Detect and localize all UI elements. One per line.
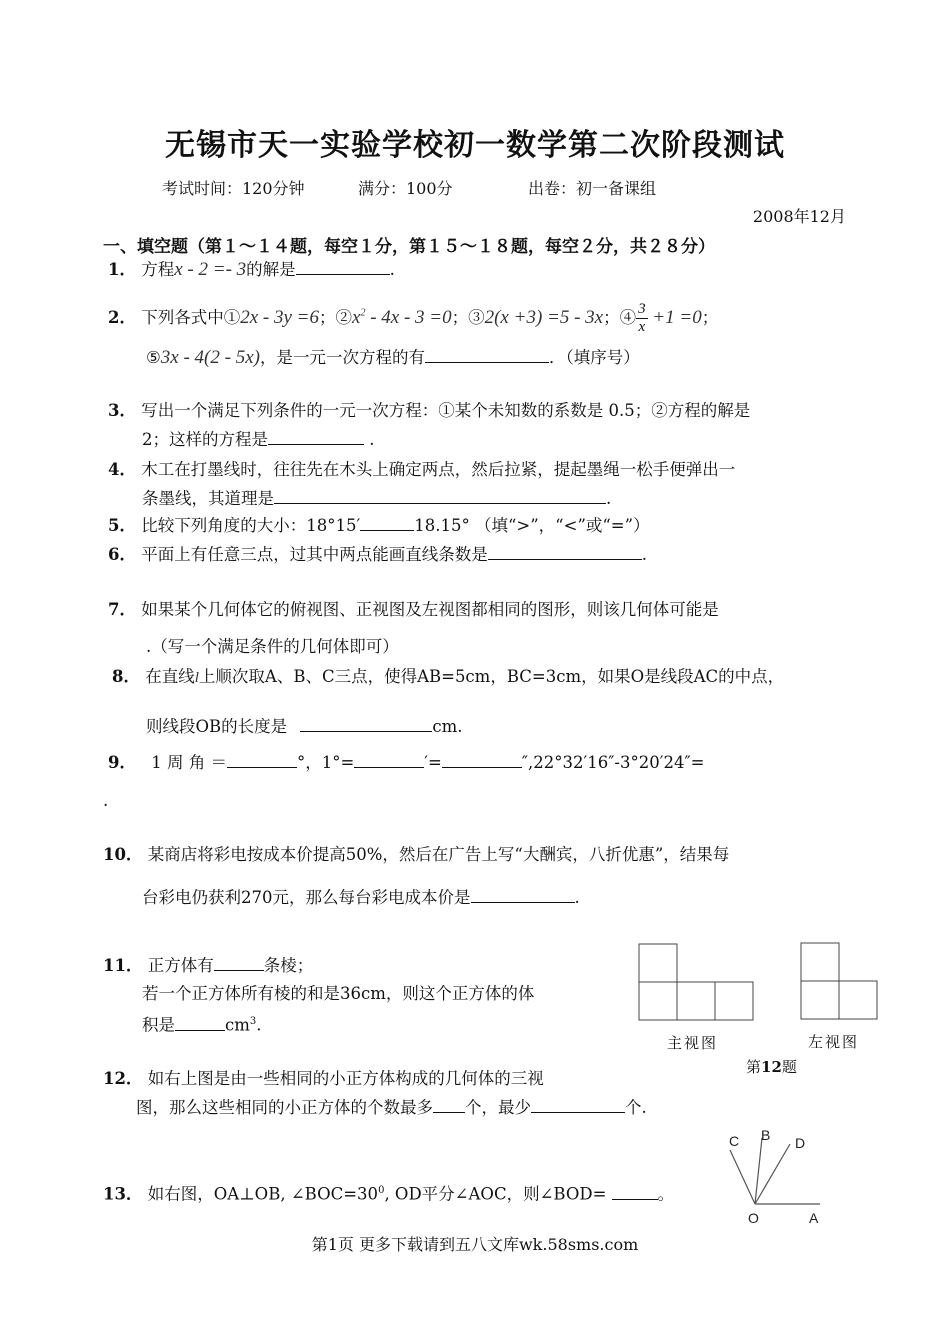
label-c: C xyxy=(729,1133,740,1149)
unit: cm xyxy=(225,1015,250,1035)
punctuation: . xyxy=(256,1015,262,1035)
question-text: ″,22°32′16″-3°20′24″= xyxy=(521,753,705,772)
question-6 xyxy=(108,543,647,566)
front-view-figure xyxy=(638,943,758,1023)
answer-blank[interactable] xyxy=(531,1096,625,1113)
question-2 xyxy=(108,301,718,336)
answer-blank[interactable] xyxy=(354,751,424,768)
punctuation: 。 xyxy=(657,1184,675,1204)
equation-1: 2x - 3y =6 xyxy=(240,307,319,328)
question-text: （填“>”，“<”或“=”） xyxy=(474,516,650,535)
page-title: 无锡市天一实验学校初一数学第二次阶段测试 xyxy=(165,128,785,163)
question-4 xyxy=(108,459,735,481)
question-text: .（写一个满足条件的几何体即可） xyxy=(146,637,399,656)
question-number: 5． xyxy=(108,516,136,535)
answer-blank[interactable] xyxy=(442,751,522,768)
question-number: 3． xyxy=(108,401,136,420)
question-text: 正方体有 xyxy=(147,956,214,975)
question-number: 11． xyxy=(103,956,143,975)
question-text: 的解是 xyxy=(246,260,296,279)
answer-blank[interactable] xyxy=(360,514,414,531)
question-number: 10． xyxy=(103,845,143,864)
question-8 xyxy=(112,666,784,689)
question-8-line-2 xyxy=(146,715,463,738)
question-5 xyxy=(108,514,650,537)
question-4-line-2 xyxy=(142,487,611,510)
separator: ；② xyxy=(319,308,352,327)
answer-blank[interactable] xyxy=(296,258,390,275)
unit: cm. xyxy=(432,717,463,736)
separator: ；③ xyxy=(451,308,485,327)
answer-blank[interactable] xyxy=(274,487,606,504)
question-text: 则线段OB的长度是 xyxy=(146,717,288,736)
question-text: 某商店将彩电按成本价提高50%，然后在广告上写“大酬宾，八折优惠”，结果每 xyxy=(147,845,730,864)
figure-12-caption: 第12题 xyxy=(746,1058,797,1076)
separator: ；④ xyxy=(603,308,637,327)
question-text: ．（填序号） xyxy=(548,348,640,367)
question-10-line-2 xyxy=(142,886,580,909)
label-a: A xyxy=(809,1210,819,1226)
question-text: 个，最少 xyxy=(465,1098,531,1117)
answer-blank[interactable] xyxy=(488,543,642,560)
author: 出卷：初一备课组 xyxy=(528,179,657,198)
superscript: 3 xyxy=(249,1016,257,1027)
question-text: 木工在打墨线时，往往先在木头上确定两点，然后拉紧，提起墨绳一松手便弹出一 xyxy=(141,460,736,479)
separator: ； xyxy=(701,308,719,327)
equation-4: +1 =0 xyxy=(647,307,702,328)
question-text: , OD平分∠AOC，则∠BOD= xyxy=(384,1184,607,1204)
punctuation: . xyxy=(606,489,612,508)
answer-blank[interactable] xyxy=(214,954,264,971)
question-text: 台彩电仍获利270元，那么每台彩电成本价是 xyxy=(142,888,471,907)
question-text: ′= xyxy=(424,753,442,772)
question-text: °，1°= xyxy=(296,753,355,772)
question-number: 9． xyxy=(108,753,136,772)
question-9 xyxy=(108,751,704,774)
question-text: 如右上图是由一些相同的小正方体构成的几何体的三视 xyxy=(147,1069,544,1088)
question-text: 如果某个几何体它的俯视图、正视图及左视图都相同的图形，则该几何体可能是 xyxy=(141,600,719,619)
label-o: O xyxy=(748,1210,759,1226)
punctuation: . xyxy=(641,545,647,564)
exam-date: 2008年12月 xyxy=(752,207,846,226)
question-2-line-2 xyxy=(146,346,640,369)
section-heading: 一、填空题（第１～１４题，每空１分，第１５～１８题，每空２分，共２８分） xyxy=(103,237,715,257)
question-text: 如右图，OA⊥OB, ∠BOC=30 xyxy=(147,1184,379,1204)
question-text: 上顺次取A、B、C三点，使得AB=5cm，BC=3cm，如果O是线段AC的中点， xyxy=(198,667,785,686)
answer-blank[interactable] xyxy=(268,428,364,445)
answer-blank[interactable] xyxy=(433,1096,465,1113)
circled-number: ⑤ xyxy=(146,348,161,367)
front-view-label: 主视图 xyxy=(667,1034,719,1052)
question-11 xyxy=(103,954,313,977)
answer-blank[interactable] xyxy=(300,715,432,732)
full-score: 满分：100分 xyxy=(358,179,453,198)
question-text: 图，那么这些相同的小正方体的个数最多 xyxy=(136,1098,433,1117)
answer-blank[interactable] xyxy=(425,346,549,363)
question-text: 下列各式中① xyxy=(141,308,241,327)
question-10 xyxy=(103,844,729,866)
question-text: 18.15° xyxy=(414,516,470,535)
angle-diagram xyxy=(720,1124,830,1228)
equation-3: 2(x +3) =5 - 3x xyxy=(484,307,604,328)
fraction: $\frac{3}{x}$ xyxy=(638,301,646,335)
question-12 xyxy=(103,1068,544,1090)
superscript: 0 xyxy=(378,1185,385,1196)
exam-time: 考试时间：120分钟 xyxy=(162,179,305,198)
equation-5: 3x - 4(2 - 5x) xyxy=(160,347,260,368)
question-13 xyxy=(103,1180,674,1206)
question-7-line-2 xyxy=(146,636,399,658)
question-text: 平面上有任意三点，过其中两点能画直线条数是 xyxy=(141,545,488,564)
equation: x - 2 =- 3 xyxy=(174,259,247,280)
question-3-line-2 xyxy=(142,428,375,451)
question-text: 写出一个满足下列条件的一元一次方程：①某个未知数的系数是 0.5；②方程的解是 xyxy=(141,401,751,420)
question-9-end: . xyxy=(103,791,109,810)
question-11-line-2: 若一个正方体所有棱的和是36cm，则这个正方体的体 xyxy=(142,984,535,1003)
label-b: B xyxy=(761,1127,771,1143)
equation-2: $x^2 - 4x - 3 =0$ xyxy=(352,307,452,328)
question-text: ，是一元一次方程的有 xyxy=(259,348,425,367)
punctuation: . xyxy=(574,888,580,907)
label-d: D xyxy=(795,1135,806,1151)
left-view-figure xyxy=(800,942,882,1022)
question-3 xyxy=(108,400,750,422)
question-number: 7． xyxy=(108,600,136,619)
question-11-line-3 xyxy=(142,1011,262,1037)
question-text: 条棱； xyxy=(263,956,314,975)
question-12-line-2 xyxy=(136,1096,647,1119)
question-7 xyxy=(108,599,719,621)
question-text: 条墨线，其道理是 xyxy=(142,489,274,508)
question-number: 1． xyxy=(108,260,136,279)
question-text: 方程 xyxy=(141,260,175,279)
answer-blank[interactable] xyxy=(471,886,575,903)
question-text: 1 周 角 ＝ xyxy=(151,753,227,772)
question-text: 积是 xyxy=(142,1015,175,1035)
question-number: 4． xyxy=(108,460,136,479)
question-number: 13． xyxy=(103,1184,143,1204)
line-variable: l xyxy=(194,670,199,686)
question-number: 6． xyxy=(108,545,136,564)
left-view-label: 左视图 xyxy=(808,1033,860,1051)
question-text: 比较下列角度的大小：18°15′ xyxy=(141,516,361,535)
punctuation: . xyxy=(364,430,375,449)
question-number: 12． xyxy=(103,1069,143,1088)
question-number: 8． xyxy=(112,667,140,686)
question-text: 2；这样的方程是 xyxy=(142,430,268,449)
page-footer: 第1页 更多下载请到五八文库wk.58sms.com xyxy=(311,1235,639,1254)
answer-blank[interactable] xyxy=(175,1014,225,1031)
answer-blank[interactable] xyxy=(612,1183,658,1200)
question-1 xyxy=(108,258,395,281)
question-text: 个. xyxy=(625,1098,647,1117)
question-number: 2． xyxy=(108,308,136,327)
answer-blank[interactable] xyxy=(227,751,297,768)
punctuation: . xyxy=(389,260,395,279)
question-text: 在直线 xyxy=(145,667,195,686)
